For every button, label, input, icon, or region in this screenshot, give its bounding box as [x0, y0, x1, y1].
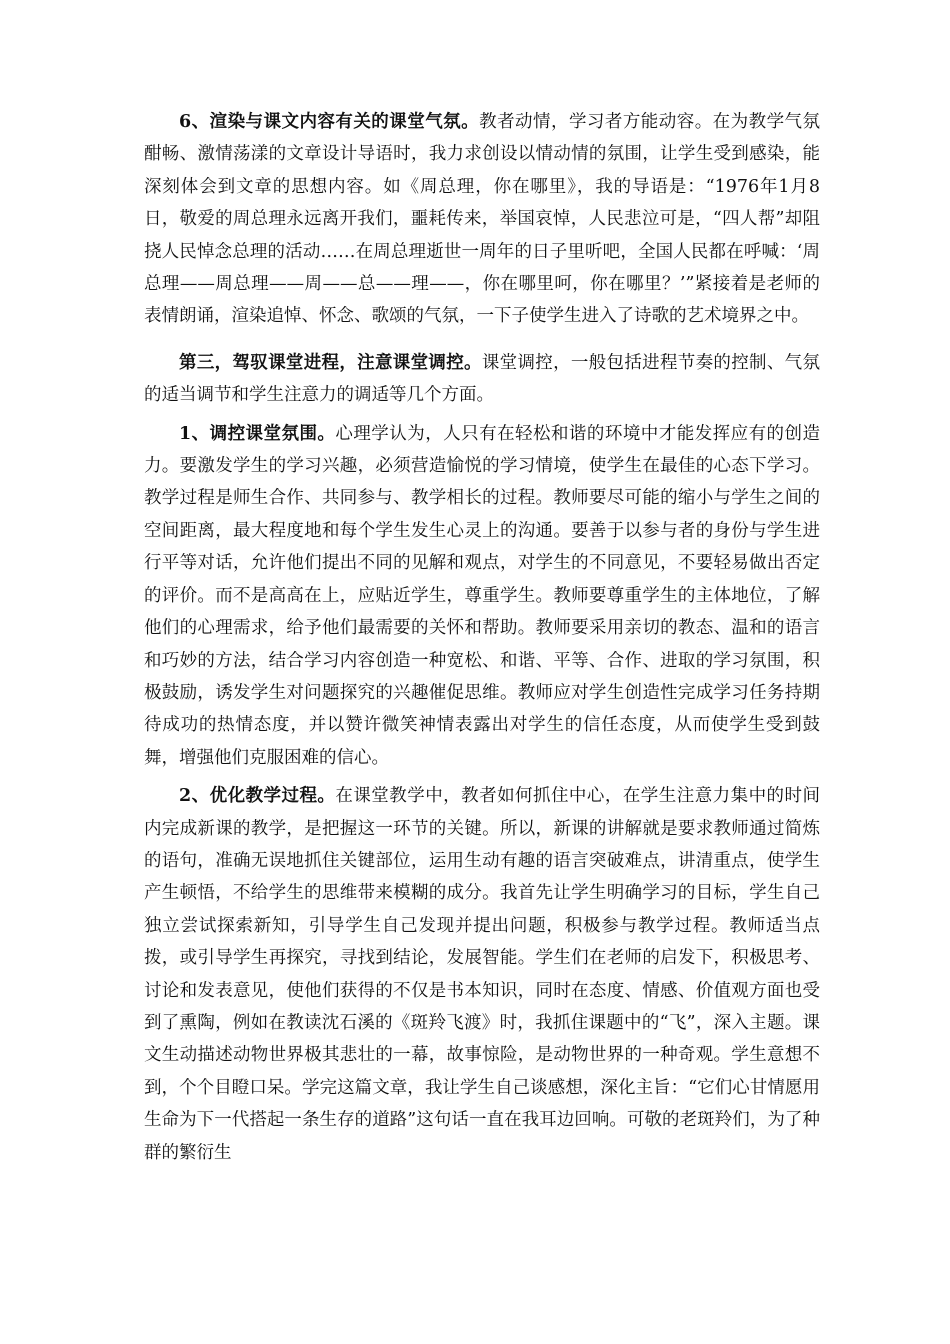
paragraph-heading: 6、渲染与课文内容有关的课堂气氛。 — [179, 112, 480, 132]
paragraph-heading: 2、优化教学过程。 — [179, 786, 336, 807]
paragraph-heading: 1、调控课堂氛围。 — [179, 423, 336, 444]
paragraph-body: 心理学认为，人只有在轻松和谐的环境中才能发挥应有的创造力。要激发学生的学习兴趣，必须营造愉悦的学习情境，使学生在最佳的心态下学习。教学过程是师生合作、共同参与、教学相长的过程。教师要尽可能的缩小与学生之间的空间距离，最大程度地和每个学生发生心灵上的沟通。要善于以参与者的身份与学生进行平等对话，允许他们提出不同的见解和观点，对学生的不同意见，不要轻易做出否定的评价。而不是高高在上，应贴近学生，尊重学生。教师要尊重学生的主体地位，了解他们的心理需求，给予他们最需要的关怀和帮助。教师要采用亲切的教态、温和的语言和巧妙的方法，结合学习内容创造一种宽松、和谐、平等、合作、进取的学习氛围，积极鼓励，诱发学生对问题探究的兴趣催促思维。教师应对学生创造性完成学习任务持期待成功的热情态度，并以赞许微笑神情表露出对学生的信任态度，从而使学生受到鼓舞，增强他们克服困难的信心。 — [144, 423, 820, 768]
paragraph-optimize-teaching — [144, 780, 820, 1169]
paragraph-body: 在课堂教学中，教者如何抓住中心，在学生注意力集中的时间内完成新课的教学，是把握这一环节的关键。所以，新课的讲解就是要求教师通过简炼的语句，准确无误地抓住关键部位，运用生动有趣的语言突破难点，讲清重点，使学生产生顿悟，不给学生的思维带来模糊的成分。我首先让学生明确学习的目标，学生自己独立尝试探索新知，引导学生自己发现并提出问题，积极参与教学过程。教师适当点拨，或引导学生再探究，寻找到结论，发展智能。学生们在老师的启发下，积极思考、讨论和发表意见，使他们获得的不仅是书本知识，同时在态度、情感、价值观方面也受到了熏陶，例如在教读沈石溪的《斑羚飞渡》时，我抓住课题中的“飞”，深入主题。课文生动描述动物世界极其悲壮的一幕，故事惊险，是动物世界的一种奇观。学生意想不到，个个目瞪口呆。学完这篇文章，我让学生自己谈感想，深化主旨：“它们心甘情愿用生命为下一代搭起一条生存的道路”这句话一直在我耳边回响。可敬的老斑羚们，为了种群的繁衍生 — [144, 786, 820, 1163]
paragraph-body: 课堂调控，一般包括进程节奏的控制、气氛的适当调节和学生注意力的调适等几个方面。 — [144, 352, 820, 406]
paragraph-body: 教者动情，学习者方能动容。在为教学气氛酣畅、激情荡漾的文章设计导语时，我力求创设以情动情的氛围，让学生受到感染，能深刻体会到文章的思想内容。如《周总理，你在哪里》，我的导语是：“1976年1月8日，敬爱的周总理永远离开我们，噩耗传来，举国哀悼，人民悲泣可是，“四人帮”却阻挠人民悼念总理的活动……在周总理逝世一周年的日子里听吧，全国人民都在呼喊：‘周总理——周总理——周——总——理——，你在哪里呵，你在哪里？’”紧接着是老师的表情朗诵，渲染追悼、怀念、歌颂的气氛，一下子使学生进入了诗歌的艺术境界之中。 — [144, 112, 820, 327]
paragraph-render-atmosphere — [144, 106, 820, 333]
paragraph-heading: 第三，驾驭课堂进程，注意课堂调控。 — [179, 352, 482, 373]
paragraph-classroom-atmosphere — [144, 418, 820, 774]
paragraph-classroom-control — [144, 347, 820, 412]
